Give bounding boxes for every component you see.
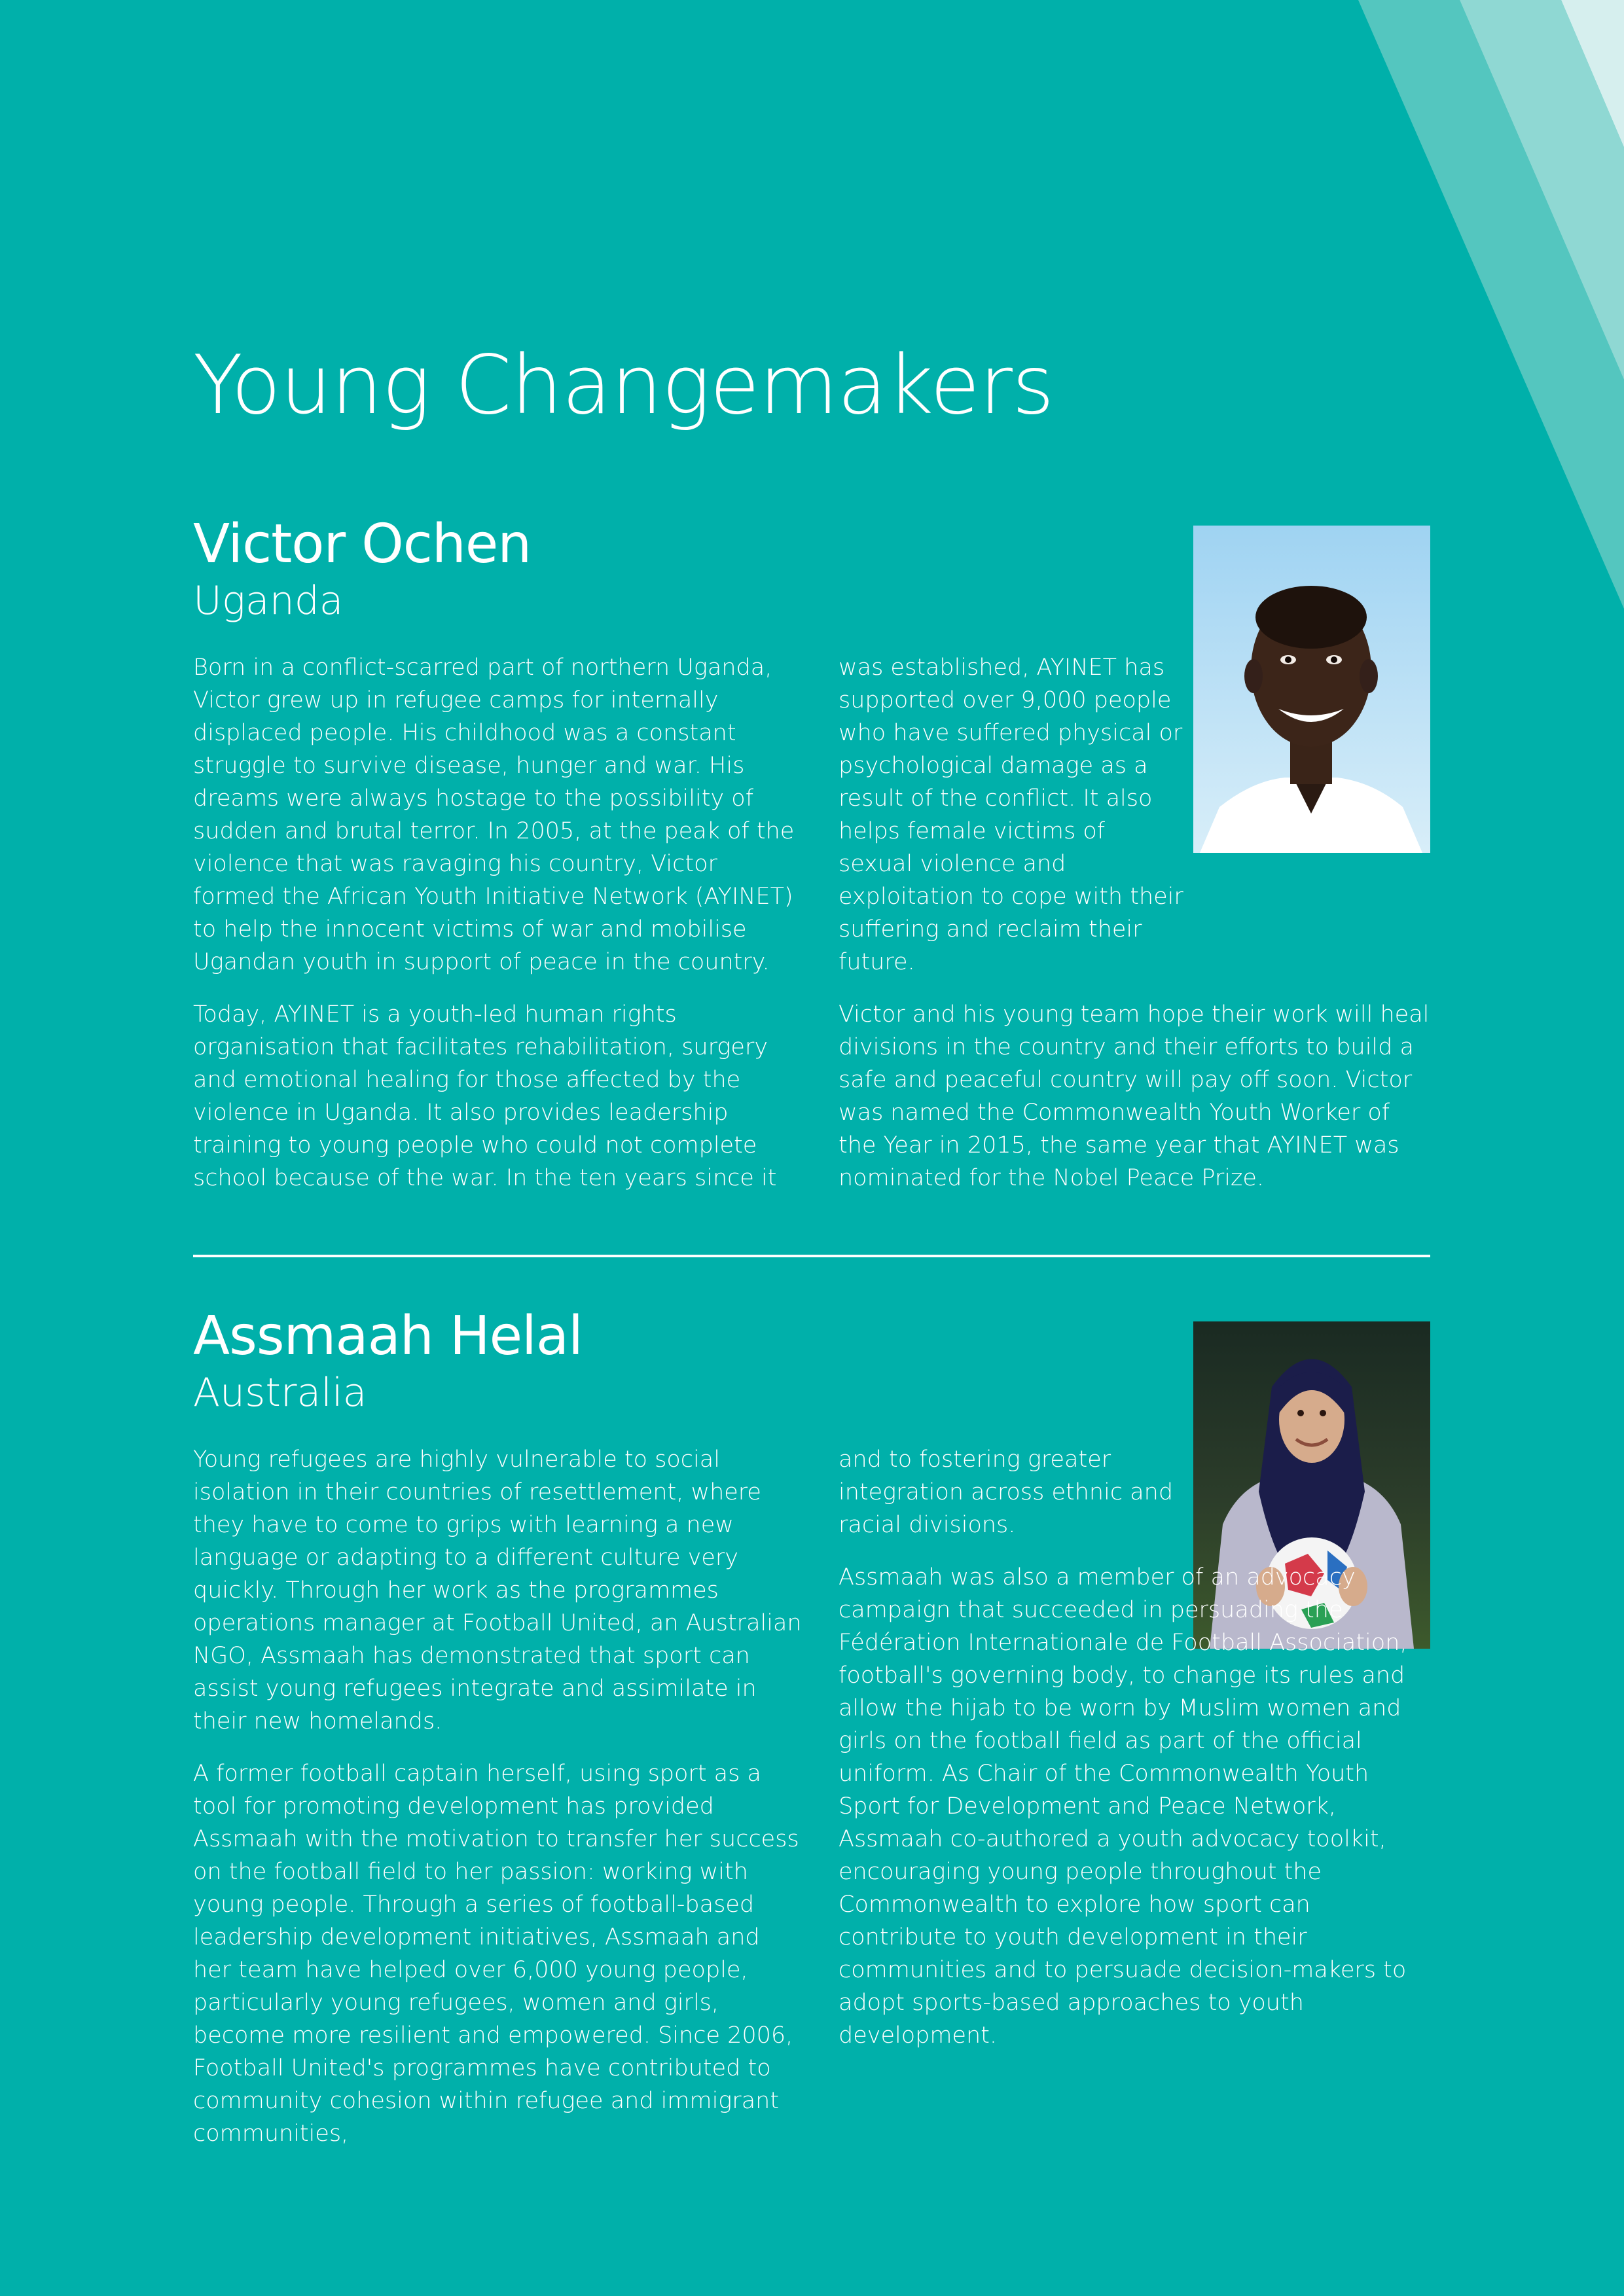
profile-assmaah-helal (193, 1305, 1430, 2147)
profile-victor-ochen (193, 513, 1430, 1191)
profile-text-left (193, 651, 802, 1214)
paragraph: Young refugees are highly vulnerable to social isolation in their countries of resettlement, where they have to come to grips with learning a new language or adapting to a different culture very quickly. Through her work as the programmes operations manager at Football United, an Australian NGO, Assmaah has demonstrated that sport can assist young refugees integrate and assimilate in their new homelands. (193, 1446, 802, 1734)
section-divider (193, 1255, 1430, 1257)
page-title: Young Changemakers (193, 338, 1054, 433)
paragraph: Born in a conflict-scarred part of northern Uganda, Victor grew up in refugee camps for internally displaced people. His childhood was a constant struggle to survive disease, hunger and war. His dreams were always hostage to the possibility of sudden and brutal terror. In 2005, at the peak of the violence that was ravaging his country, Victor formed the African Youth Initiative Network (AYINET) to help the innocent victims of war and mobilise Ugandan youth in support of peace in the country. (193, 655, 795, 975)
profile-country: Uganda (193, 578, 344, 624)
profile-country: Australia (193, 1370, 367, 1416)
profile-text-left (193, 1443, 802, 2170)
profile-name: Assmaah Helal (193, 1305, 583, 1367)
paragraph: Today, AYINET is a youth-led human rights organisation that facilitates rehabilitation, surgery and emotional healing for those affected by the violence in Uganda. It also provides leadership training to young people who could not complete school because of the war. In the ten years since it (193, 1001, 777, 1191)
paragraph: was established, AYINET has supported over 9,000 people who have suffered physical or psychological damage as a result of the conflict. It also helps female victims of sexual violence and exploitation to cope with their suffering and reclaim their future. (839, 655, 1183, 975)
paragraph: Assmaah was also a member of an advocacy campaign that succeeded in persuading the Fédération Internationale de Football Association, football's governing body, to change its rules and allow the hijab to be worn by Muslim women and girls on the football field as part of the official uniform. As Chair of the Commonwealth Youth Sport for Development and Peace Network, Assmaah co-authored a youth advocacy toolkit, encouraging young people throughout the Commonwealth to explore how sport can contribute to youth development in their communities and to persuade decision-makers to adopt sports-based approaches to youth development. (839, 1564, 1407, 2049)
paragraph: and to fostering greater integration across ethnic and racial divisions. (839, 1446, 1174, 1538)
paragraph: Victor and his young team hope their work will heal divisions in the country and their efforts to build a safe and peaceful country will pay off soon. Victor was named the Commonwealth Youth Worker of the Year in 2015, the same year that AYINET was nominated for the Nobel Peace Prize. (839, 1001, 1430, 1191)
profile-name: Victor Ochen (193, 513, 532, 575)
profile-text-right (839, 1443, 1430, 2072)
profile-text-right (839, 651, 1430, 1214)
paragraph: A former football captain herself, using sport as a tool for promoting development has provided Assmaah with the motivation to transfer her success on the football field to her passion: working with young people. Through a series of football-based leadership development initiatives, Assmaah and her team have helped over 6,000 young people, particularly young refugees, women and girls, become more resilient and empowered. Since 2006, Football United's programmes have contributed to community cohesion within refugee and immigrant communities, (193, 1761, 799, 2147)
